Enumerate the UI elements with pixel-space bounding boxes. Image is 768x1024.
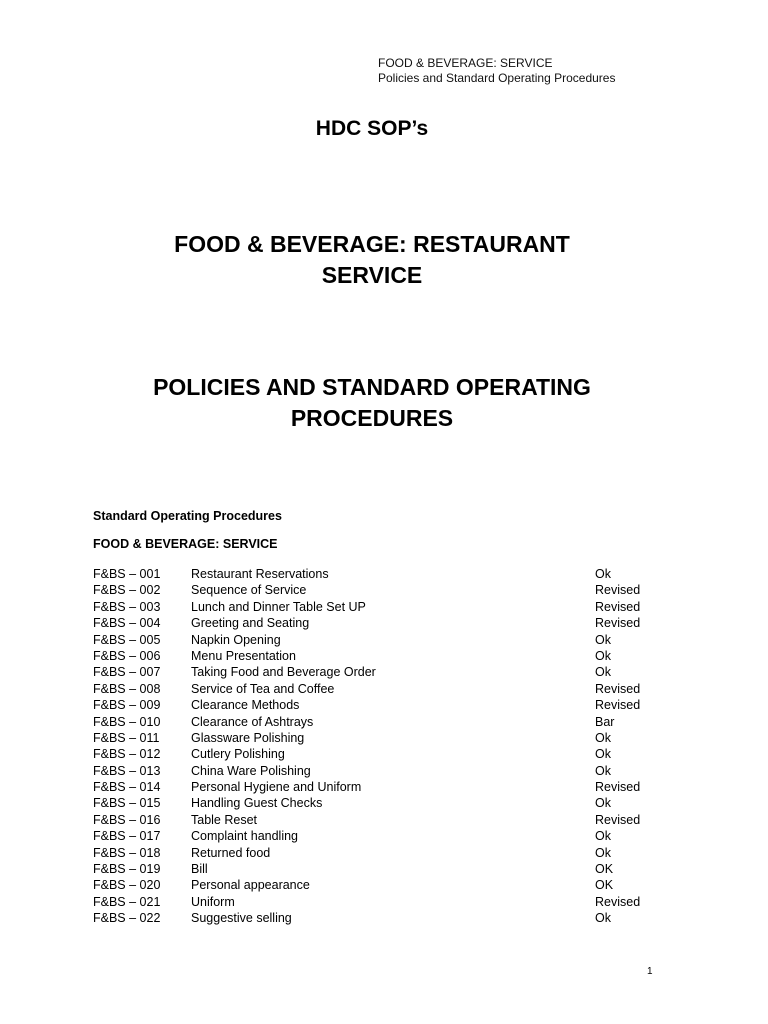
sop-title: Personal Hygiene and Uniform	[191, 780, 362, 795]
running-header	[378, 56, 615, 86]
sub-title-line-1: POLICIES AND STANDARD OPERATING	[153, 374, 591, 400]
sop-row	[93, 763, 653, 779]
sop-code: F&BS – 016	[93, 812, 161, 827]
sop-status: Ok	[595, 747, 611, 762]
sop-title: Bill	[191, 862, 208, 877]
sop-code: F&BS – 019	[93, 862, 161, 877]
sop-code: F&BS – 013	[93, 763, 161, 778]
running-header-line-1: FOOD & BEVERAGE: SERVICE	[378, 56, 553, 70]
sop-title: Lunch and Dinner Table Set UP	[191, 599, 366, 614]
sop-title: Service of Tea and Coffee	[191, 681, 335, 696]
sop-title: Complaint handling	[191, 829, 299, 844]
sop-status: Ok	[595, 567, 611, 581]
sop-title: Suggestive selling	[191, 911, 292, 926]
sop-status: OK	[595, 878, 614, 893]
sop-code: F&BS – 009	[93, 698, 161, 713]
sop-row	[93, 845, 653, 861]
sop-row	[93, 681, 653, 697]
sop-title: Uniform	[191, 894, 235, 909]
sop-status: Ok	[595, 730, 611, 745]
sop-status: Revised	[595, 681, 641, 696]
sop-status: Bar	[595, 714, 615, 729]
sop-code: F&BS – 008	[93, 681, 161, 696]
sop-code: F&BS – 017	[93, 829, 161, 844]
sop-code: F&BS – 022	[93, 911, 161, 926]
sop-code: F&BS – 018	[93, 845, 161, 860]
sop-code: F&BS – 015	[93, 796, 161, 811]
sop-code: F&BS – 007	[93, 665, 161, 680]
sop-code: F&BS – 002	[93, 583, 161, 598]
sop-title: Clearance Methods	[191, 698, 300, 713]
sop-status: Revised	[595, 812, 641, 827]
sop-title: Greeting and Seating	[191, 616, 310, 631]
sop-title: Handling Guest Checks	[191, 796, 323, 811]
sop-status: Ok	[595, 911, 611, 926]
sop-status: Revised	[595, 780, 641, 795]
sop-row	[93, 582, 653, 598]
section-heading: Standard Operating Procedures	[93, 509, 282, 523]
sop-row	[93, 714, 653, 730]
running-header-line-2: Policies and Standard Operating Procedures	[378, 71, 616, 85]
sop-status: Ok	[595, 845, 611, 860]
sop-row	[93, 910, 653, 926]
sop-code: F&BS – 005	[93, 632, 161, 647]
sop-status: Revised	[595, 616, 641, 631]
sop-code: F&BS – 012	[93, 747, 161, 762]
sop-code: F&BS – 021	[93, 894, 161, 909]
sop-row	[93, 599, 653, 615]
sop-title: Cutlery Polishing	[191, 747, 285, 762]
sop-row	[93, 795, 653, 811]
sop-code: F&BS – 004	[93, 616, 161, 631]
main-title-line-2: SERVICE	[321, 262, 423, 288]
document-title: HDC SOP’s	[315, 117, 429, 140]
sop-title: Restaurant Reservations	[191, 567, 329, 581]
sop-row	[93, 697, 653, 713]
sop-list	[93, 566, 653, 927]
sop-title: Glassware Polishing	[191, 730, 305, 745]
sop-title: Table Reset	[191, 812, 258, 827]
sop-code: F&BS – 006	[93, 648, 161, 663]
sop-row	[93, 566, 653, 582]
sop-row	[93, 779, 653, 795]
sop-code: F&BS – 001	[93, 567, 161, 581]
sop-row	[93, 648, 653, 664]
sop-title: Taking Food and Beverage Order	[191, 665, 376, 680]
sop-title: Returned food	[191, 845, 271, 860]
sop-row	[93, 828, 653, 844]
sop-row	[93, 877, 653, 893]
sop-title: Sequence of Service	[191, 583, 307, 598]
sop-title: China Ware Polishing	[191, 763, 311, 778]
sop-status: Revised	[595, 698, 641, 713]
sop-row	[93, 894, 653, 910]
sop-code: F&BS – 003	[93, 599, 161, 614]
sop-title: Personal appearance	[191, 878, 310, 893]
sop-status: Ok	[595, 796, 611, 811]
sop-title: Napkin Opening	[191, 632, 281, 647]
sop-row	[93, 615, 653, 631]
sub-title-line-2: PROCEDURES	[290, 405, 454, 431]
sop-code: F&BS – 020	[93, 878, 161, 893]
sop-status: Ok	[595, 632, 611, 647]
sop-code: F&BS – 010	[93, 714, 161, 729]
sop-title: Clearance of Ashtrays	[191, 714, 314, 729]
sop-row	[93, 632, 653, 648]
sop-row	[93, 664, 653, 680]
sop-status: Revised	[595, 894, 641, 909]
sop-row	[93, 861, 653, 877]
sop-status: OK	[595, 862, 614, 877]
main-title	[0, 229, 744, 291]
sop-status: Revised	[595, 599, 641, 614]
sop-status: Ok	[595, 829, 611, 844]
sop-title: Menu Presentation	[191, 648, 296, 663]
sop-row	[93, 746, 653, 762]
sub-title	[0, 372, 744, 434]
sop-status: Revised	[595, 583, 641, 598]
sop-status: Ok	[595, 763, 611, 778]
sop-row	[93, 730, 653, 746]
page-number: 1	[647, 966, 653, 977]
sop-row	[93, 812, 653, 828]
sop-code: F&BS – 014	[93, 780, 161, 795]
sop-status: Ok	[595, 665, 611, 680]
sop-status: Ok	[595, 648, 611, 663]
sop-code: F&BS – 011	[93, 730, 160, 745]
section-category: FOOD & BEVERAGE: SERVICE	[93, 537, 278, 551]
main-title-line-1: FOOD & BEVERAGE: RESTAURANT	[174, 231, 570, 257]
